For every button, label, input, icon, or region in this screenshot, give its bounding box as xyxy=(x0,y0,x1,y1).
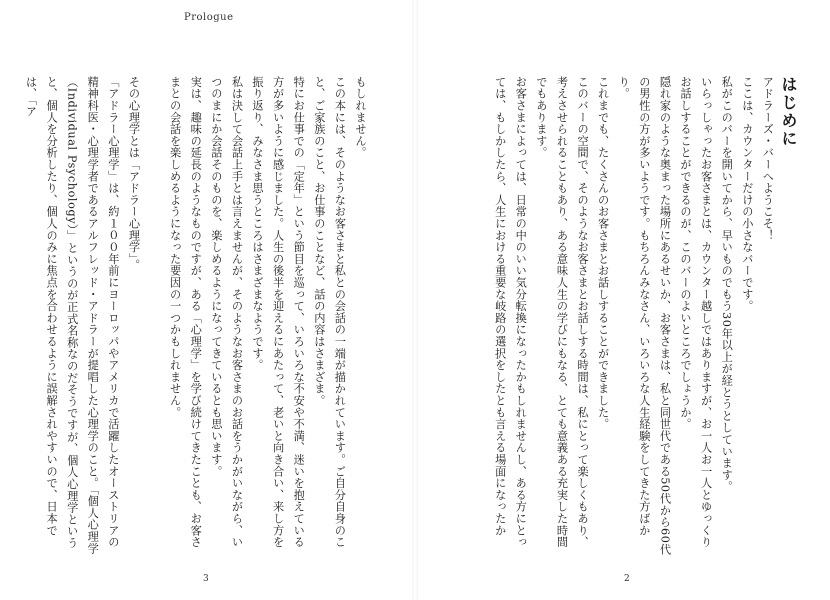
page-gutter xyxy=(412,0,418,600)
page-number-left: 3 xyxy=(203,574,209,584)
chapter-heading: はじめに xyxy=(779,76,798,148)
paragraph: その心理学とは「アドラー心理学」。 xyxy=(127,76,141,271)
paragraph: 実は、趣味の延長のようなものですが、ある「心理学」を学び続けてきたことも、お客さまとの会話を楽しめるようになった要因の一つかもしれません。 xyxy=(168,76,203,548)
paragraph: もしれません。 xyxy=(354,76,367,159)
paragraph: 「アドラー心理学」は、約１００年前にヨーロッパやアメリカで活躍したオーストリアの精神科医・心理学者であるアルフレッド・アドラーが提唱した心理学のこと。「個人心理学（Individual Psychology）」というのが正式名称なのだそうですが、個人心理学というと、個人を分析したり、個人のみに焦点を合わせるように誤解されやすいので、日本では、「ア xyxy=(24,76,120,555)
page-number-right: 2 xyxy=(624,574,630,584)
left-page-text xyxy=(24,76,370,556)
paragraph: この本には、そのようなお客さまと私との会話の一端が描かれています。ご自分自身のこと、ご家族のこと、お仕事のことなど、話の内容はさまざま。 xyxy=(312,76,347,548)
paragraph: 特にお仕事での「定年」という節目を巡って、いろいろな不安や不満、迷いを抱えている方が多いように感じました。人生の後半を迎えるにあたって、老いと向き合い、来し方を振り返り、みなさま思うところはさまざまなようです。 xyxy=(251,76,306,548)
right-page-text xyxy=(468,76,798,556)
paragraph: このバーの空間で、そのようなお客さまとお話しする時間は、私にとって楽しくもあり、考えさせられることもあり、ある意味人生の学びにもなる、とても意義ある充実した時間でもあります。 xyxy=(534,76,590,548)
running-head: Prologue xyxy=(184,12,234,23)
paragraph: アドラーズ・バーへようこそ！ xyxy=(761,76,775,242)
paragraph: お客さまによっては、日常の中のいい気分転換になったかもしれませんし、ある方にとっては、もしかしたら、人生における重要な岐路の選択をしたとも言える場面になったか xyxy=(493,76,528,548)
paragraph: いらっしゃったお客さまとは、カウンター越しではありますが、お一人お一人とゆっくりお話しすることができるのが、このバーのよいところでしょうか。 xyxy=(679,76,713,548)
paragraph: 私は決して会話上手とは言えませんが、そのようなお客さまのお話をうかがいながら、いつのまにか会話そのものを、楽しめるようになってきているとも思います。 xyxy=(209,76,244,548)
paragraph: 隠れ家のような奥まった場所にあるせいか、お客さまは、私と同世代である50代から60代の男性の方が多いようです。もちろんみなさん、いろいろな人生経験をしてきた方ばかり。 xyxy=(617,76,672,556)
paragraph: 私がこのバーを開いてから、早いものでもう30年以上が経とうとしています。 xyxy=(720,76,734,493)
paragraph-spacer xyxy=(143,76,164,556)
paragraph: ここは、カウンターだけの小さなバーです。 xyxy=(740,76,754,312)
paragraph: これまでも、たくさんのお客さまとお話しすることができました。 xyxy=(596,76,610,430)
